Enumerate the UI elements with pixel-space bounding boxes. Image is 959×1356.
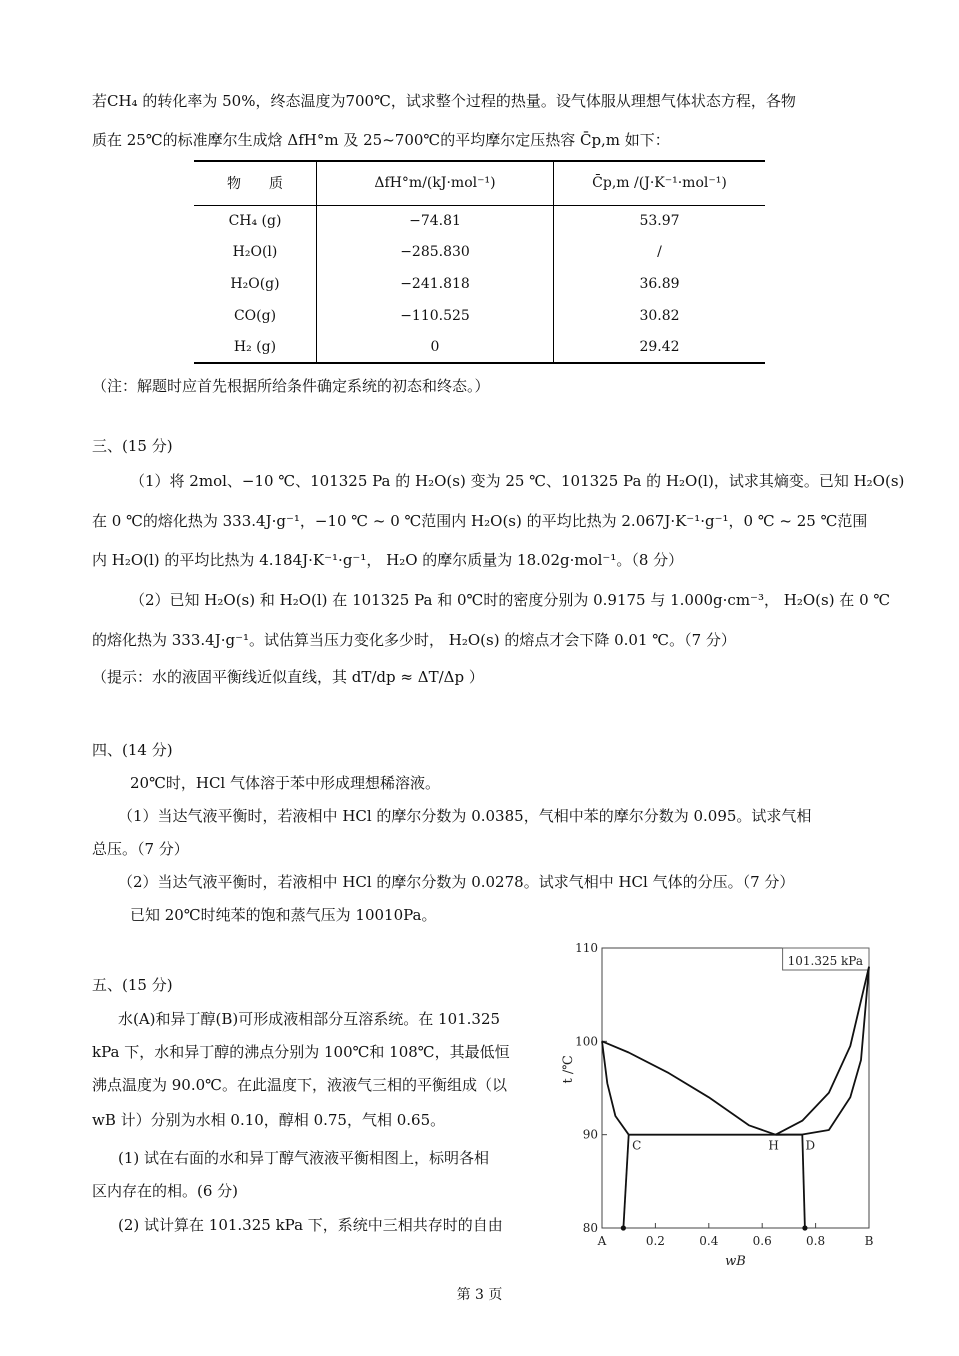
x-tick-label: 0.6 bbox=[752, 1234, 772, 1248]
y-tick-label: 100 bbox=[575, 1034, 598, 1049]
paragraph-line: 的熔化热为 333.4J·g⁻¹。试估算当压力变化多少时， H₂O(s) 的熔点才会下降 0.01 ℃。（7 分） bbox=[92, 631, 736, 649]
paragraph-line: （1）将 2mol、−10 ℃、101325 Pa 的 H₂O(s) 变为 25 ℃、101325 Pa 的 H₂O(l)，试求其熵变。已知 H₂O(s) bbox=[130, 472, 905, 490]
paragraph-line: 质在 25℃的标准摩尔生成焓 ΔfH°m 及 25~700℃的平均摩尔定压热容 C̄p,m 如下： bbox=[92, 131, 670, 149]
phase-curve bbox=[776, 967, 869, 1135]
x-tick-label: 0.8 bbox=[806, 1234, 826, 1248]
paragraph-line: 总压。（7 分） bbox=[92, 840, 189, 858]
phase-curve bbox=[602, 1041, 776, 1134]
y-tick-label: 110 bbox=[575, 941, 598, 955]
hint: （提示：水的液固平衡线近似直线，其 dT/dp ≈ ΔT/Δp ） bbox=[92, 668, 484, 686]
plot-frame bbox=[602, 948, 869, 1228]
point-label: C bbox=[632, 1138, 642, 1153]
table-cell: −241.818 bbox=[317, 268, 554, 300]
table-header: C̄p,m /(J·K⁻¹·mol⁻¹) bbox=[554, 161, 766, 205]
section-heading: 五、(15 分) bbox=[92, 976, 173, 994]
paragraph-line: 区内存在的相。(6 分) bbox=[92, 1182, 239, 1200]
paragraph-line: （2）当达气液平衡时，若液相中 HCl 的摩尔分数为 0.0278。试求气相中 HCl 气体的分压。（7 分） bbox=[118, 873, 795, 891]
paragraph-line: 水(A)和异丁醇(B)可形成液相部分互溶系统。在 101.325 bbox=[118, 1010, 501, 1028]
page-number: 第 3 页 bbox=[456, 1287, 503, 1303]
x-tick-label: B bbox=[864, 1234, 874, 1248]
paragraph-line: (2) 试计算在 101.325 kPa 下，系统中三相共存时的自由 bbox=[118, 1216, 503, 1234]
section-heading: 四、(14 分) bbox=[92, 741, 173, 759]
paragraph-line: 若CH₄ 的转化率为 50%，终态温度为700℃，试求整个过程的热量。设气体服从理想气体状态方程，各物 bbox=[92, 92, 796, 110]
table-cell: 36.89 bbox=[639, 275, 680, 292]
table-header: 物 质 bbox=[194, 161, 317, 205]
phase-curve bbox=[602, 1041, 629, 1134]
axis-point bbox=[802, 1225, 807, 1230]
table-cell: / bbox=[657, 244, 662, 261]
phase-diagram bbox=[560, 940, 890, 1275]
x-tick-label: A bbox=[597, 1234, 607, 1248]
paragraph-line: wB 计）分别为水相 0.10，醇相 0.75，气相 0.65。 bbox=[92, 1111, 446, 1129]
paragraph-line: 在 0 ℃的熔化热为 333.4J·g⁻¹，−10 ℃ ~ 0 ℃范围内 H₂O(s) 的平均比热为 2.067J·K⁻¹·g⁻¹，0 ℃ ~ 25 ℃范围 bbox=[92, 512, 868, 530]
chart-title: 101.325 kPa bbox=[787, 954, 863, 968]
paragraph-line: 沸点温度为 90.0℃。在此温度下，液液气三相的平衡组成（以 bbox=[92, 1076, 507, 1094]
paragraph-line: （2）已知 H₂O(s) 和 H₂O(l) 在 101325 Pa 和 0℃时的密度分别为 0.9175 与 1.000g·cm⁻³， H₂O(s) 在 0 ℃ bbox=[130, 591, 891, 609]
paragraph-line: 20℃时，HCl 气体溶于苯中形成理想稀溶液。 bbox=[130, 774, 440, 792]
table-row bbox=[194, 237, 765, 269]
note: （注：解题时应首先根据所给条件确定系统的初态和终态。） bbox=[92, 377, 490, 395]
table-cell: CH₄ (g) bbox=[194, 205, 317, 237]
point-label: D bbox=[805, 1138, 816, 1153]
table-cell: 0 bbox=[317, 331, 554, 363]
section-heading: 三、(15 分) bbox=[92, 437, 173, 455]
x-axis-label: wB bbox=[725, 1254, 746, 1269]
table-header: ΔfH°m/(kJ·mol⁻¹) bbox=[317, 161, 554, 205]
table-cell: −285.830 bbox=[317, 237, 554, 269]
table-cell: 30.82 bbox=[639, 307, 680, 324]
table-cell: −74.81 bbox=[317, 205, 554, 237]
table-header-row bbox=[194, 161, 765, 205]
y-axis-label: t /℃ bbox=[561, 1055, 576, 1084]
y-tick-label: 90 bbox=[582, 1127, 598, 1142]
y-tick-label: 80 bbox=[582, 1221, 598, 1235]
paragraph-line: kPa 下，水和异丁醇的沸点分别为 100℃和 108℃，其最低恒 bbox=[92, 1043, 510, 1061]
table-row bbox=[194, 205, 765, 237]
table-cell: 29.42 bbox=[554, 331, 766, 363]
table-row bbox=[194, 268, 765, 300]
table-row bbox=[194, 300, 765, 332]
phase-curve bbox=[776, 967, 869, 1135]
paragraph-line: （1）当达气液平衡时，若液相中 HCl 的摩尔分数为 0.0385，气相中苯的摩尔分数为 0.095。试求气相 bbox=[118, 807, 812, 825]
x-tick-label: 0.2 bbox=[645, 1234, 665, 1248]
paragraph-line: 内 H₂O(l) 的平均比热为 4.184J·K⁻¹·g⁻¹， H₂O 的摩尔质量为 18.02g·mol⁻¹。（8 分） bbox=[92, 551, 684, 569]
table-cell: CO(g) bbox=[194, 300, 317, 332]
table-cell: 53.97 bbox=[639, 213, 680, 230]
table-cell: H₂O(g) bbox=[194, 268, 317, 300]
table-cell: H₂ (g) bbox=[194, 331, 317, 363]
paragraph-line: 已知 20℃时纯苯的饱和蒸气压为 10010Pa。 bbox=[130, 906, 437, 924]
table-row bbox=[194, 331, 765, 363]
phase-curve bbox=[623, 1135, 628, 1228]
paragraph-line: (1) 试在右面的水和异丁醇气液液平衡相图上，标明各相 bbox=[118, 1149, 490, 1167]
point-label: H bbox=[768, 1138, 779, 1153]
axis-point bbox=[621, 1225, 626, 1230]
properties-table bbox=[194, 160, 765, 364]
table-cell: H₂O(l) bbox=[194, 237, 317, 269]
x-tick-label: 0.4 bbox=[699, 1234, 719, 1248]
table-cell: −110.525 bbox=[317, 300, 554, 332]
